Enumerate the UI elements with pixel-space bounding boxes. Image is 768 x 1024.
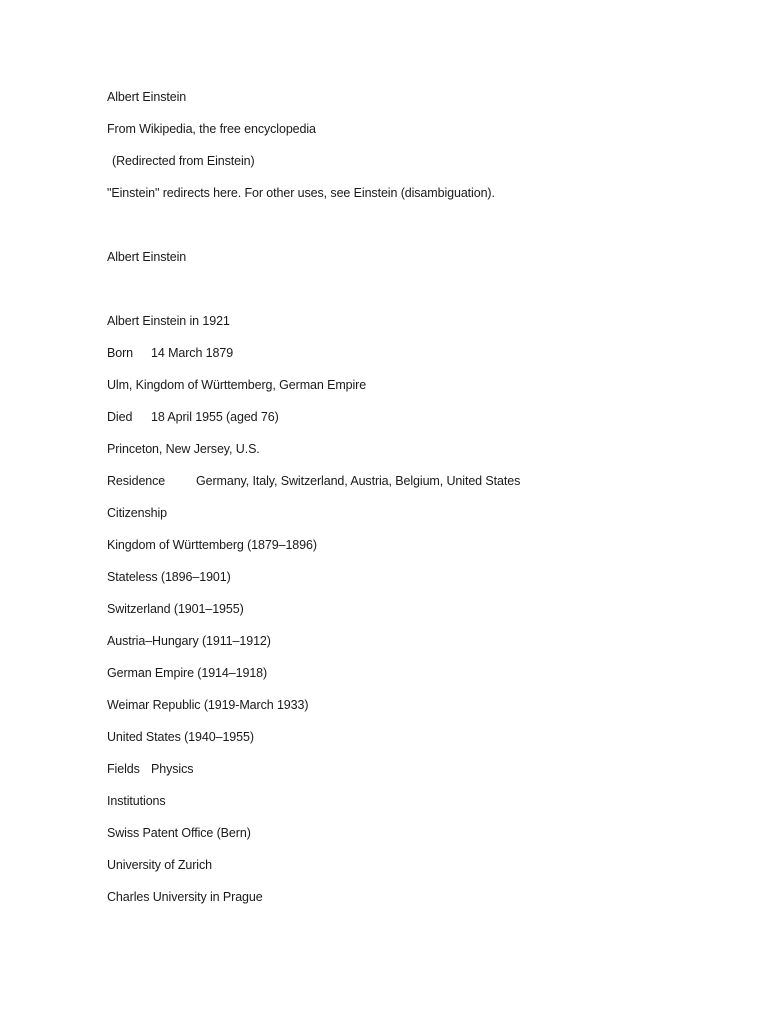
born-label: Born bbox=[107, 346, 134, 360]
source-line: From Wikipedia, the free encyclopedia bbox=[107, 122, 316, 136]
citizenship-item: United States (1940–1955) bbox=[107, 730, 254, 744]
citizenship-item: Austria–Hungary (1911–1912) bbox=[107, 634, 271, 648]
institution-item: Charles University in Prague bbox=[107, 890, 263, 904]
died-row bbox=[107, 409, 279, 425]
born-date: 14 March 1879 bbox=[151, 346, 234, 360]
institution-item: University of Zurich bbox=[107, 858, 212, 872]
document-title: Albert Einstein bbox=[107, 90, 187, 104]
residence-label: Residence bbox=[107, 474, 166, 488]
citizenship-item: Weimar Republic (1919-March 1933) bbox=[107, 698, 309, 712]
infobox-heading: Albert Einstein bbox=[107, 250, 187, 264]
citizenship-item: Stateless (1896–1901) bbox=[107, 570, 231, 584]
citizenship-item: Switzerland (1901–1955) bbox=[107, 602, 244, 616]
died-date: 18 April 1955 (aged 76) bbox=[151, 410, 279, 424]
institution-item: Swiss Patent Office (Bern) bbox=[107, 826, 251, 840]
hatnote: "Einstein" redirects here. For other uses, see Einstein (disambiguation). bbox=[107, 186, 495, 200]
infobox-caption: Albert Einstein in 1921 bbox=[107, 314, 230, 328]
residence-value: Germany, Italy, Switzerland, Austria, Belgium, United States bbox=[196, 474, 521, 488]
fields-row bbox=[107, 761, 193, 777]
died-label: Died bbox=[107, 410, 133, 424]
citizenship-item: German Empire (1914–1918) bbox=[107, 666, 268, 680]
redirect-note: (Redirected from Einstein) bbox=[112, 154, 255, 168]
citizenship-label: Citizenship bbox=[107, 506, 168, 520]
born-place: Ulm, Kingdom of Württemberg, German Empire bbox=[107, 378, 367, 392]
fields-value: Physics bbox=[151, 762, 194, 776]
fields-label: Fields bbox=[107, 762, 140, 776]
citizenship-item: Kingdom of Württemberg (1879–1896) bbox=[107, 538, 317, 552]
residence-row bbox=[107, 473, 520, 489]
born-row bbox=[107, 345, 233, 361]
died-place: Princeton, New Jersey, U.S. bbox=[107, 442, 260, 456]
institutions-label: Institutions bbox=[107, 794, 166, 808]
